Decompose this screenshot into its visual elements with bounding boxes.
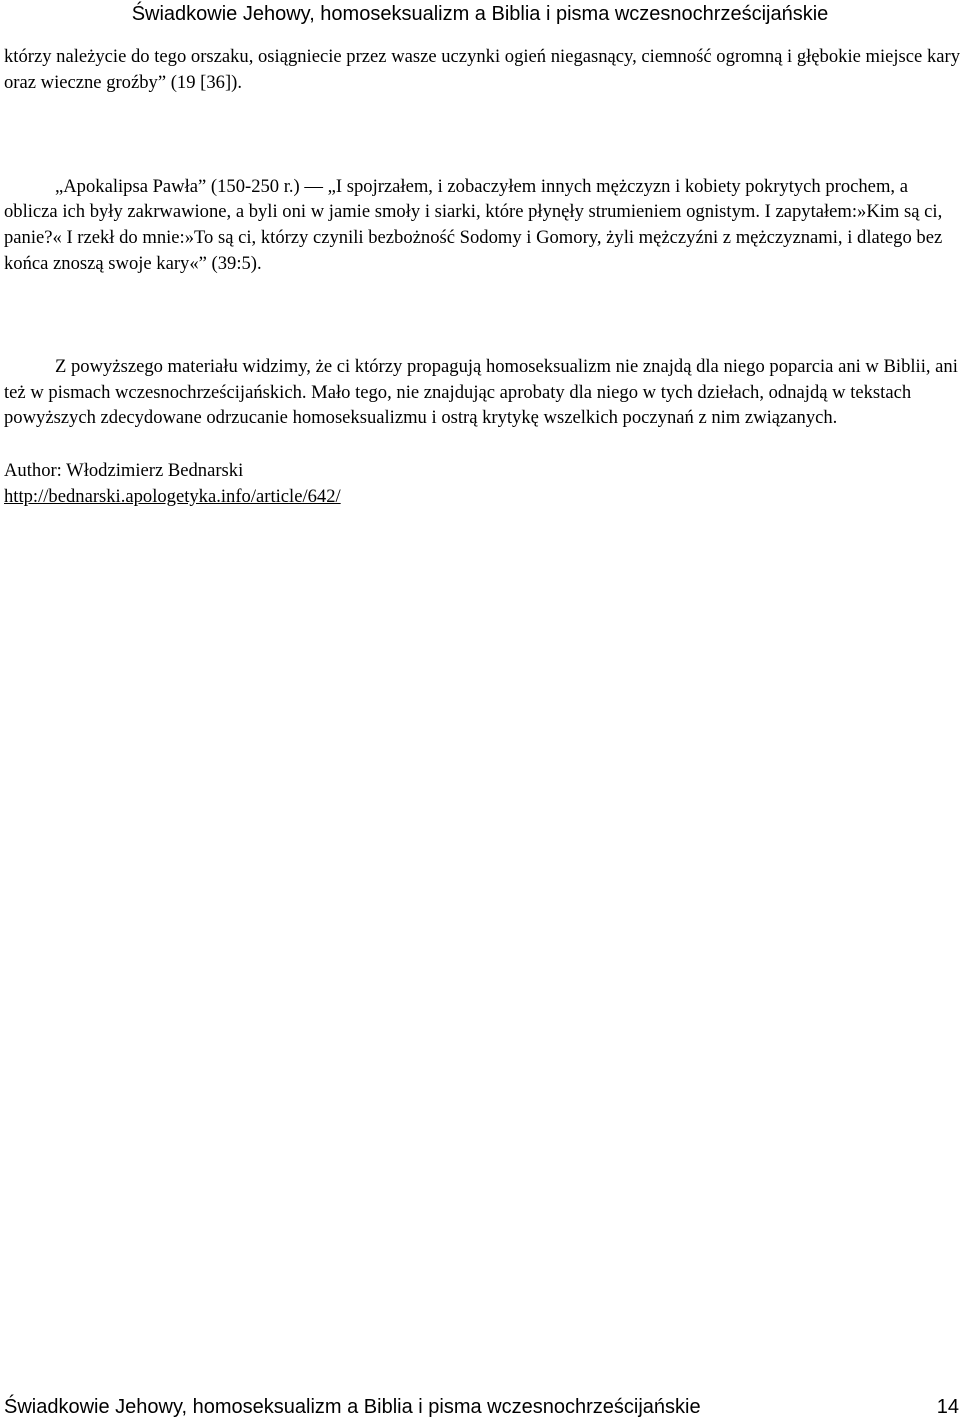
source-link[interactable]: http://bednarski.apologetyka.info/article/642/ xyxy=(4,485,341,507)
footer-title: Świadkowie Jehowy, homoseksualizm a Biblia i pisma wczesnochrześcijańskie xyxy=(4,1396,701,1418)
page-number: 14 xyxy=(936,1396,959,1418)
paragraph-conclusion: Z powyższego materiału widzimy, że ci którzy propagują homoseksualizm nie znajdą dla niego poparcia ani w Biblii, ani też w pismach wczesnochrześcijańskich. Mało tego, nie znajdując aprobaty dla niego w tych dziełach, odnajdą w tekstach powyższych zdecydowane odrzucanie homoseksualizmu i ostrą krytykę wszelkich poczynań z nim związanych. xyxy=(4,355,958,429)
paragraph-apocalypse-quote: „Apokalipsa Pawła” (150-250 r.) — „I spojrzałem, i zobaczyłem innych mężczyzn i kobiety pokrytych prochem, a oblicza ich były zakrwawione, a byli oni w jamie smoły i siarki, które płynęły strumieniem ognistym. I zapytałem:»Kim są ci, panie?« I rzekł do mnie:»To są ci, którzy czynili bezbożność Sodomy i Gomory, żyli mężczyźni z mężczyznami, i dlatego bez końca znoszą swoje kary«” (39:5). xyxy=(4,175,943,274)
article-body xyxy=(4,44,960,510)
author-block xyxy=(4,458,960,510)
page-header-title: Świadkowie Jehowy, homoseksualizm a Biblia i pisma wczesnochrześcijańskie xyxy=(131,3,829,25)
paragraph-continued: którzy należycie do tego orszaku, osiągniecie przez wasze uczynki ogień niegasnący, ciemność ogromną i głębokie miejsce kary oraz wieczne groźby” (19 [36]). xyxy=(4,46,960,93)
author-line: Author: Włodzimierz Bednarski xyxy=(4,460,244,482)
